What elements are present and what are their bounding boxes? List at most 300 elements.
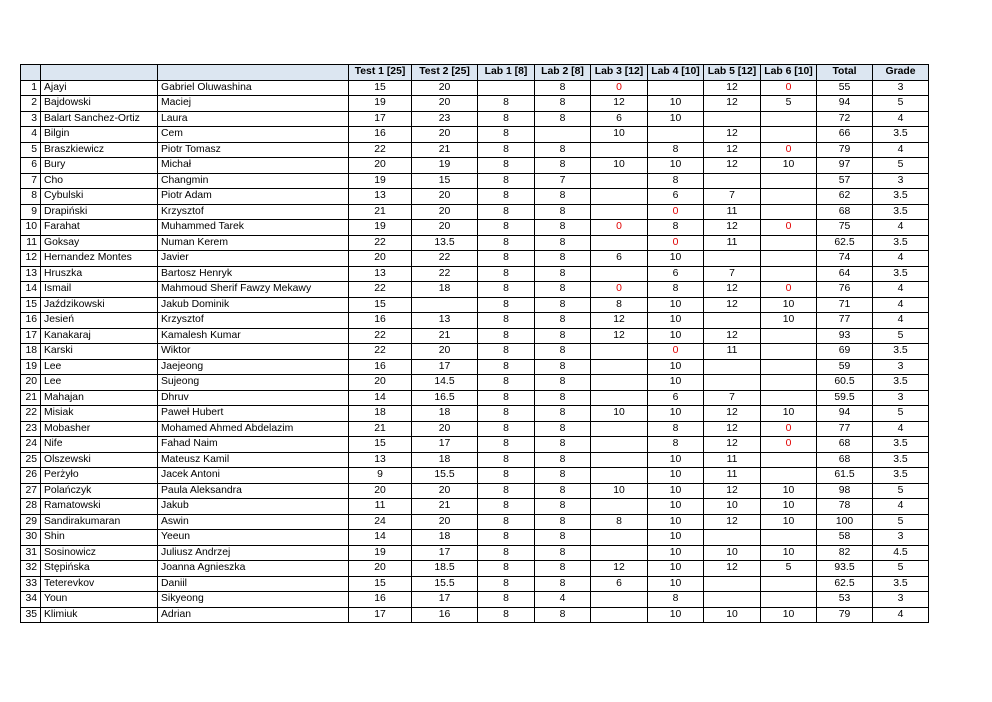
cell-lab5: 11 bbox=[704, 344, 761, 360]
cell-grade: 4 bbox=[873, 313, 929, 329]
cell-lab2: 8 bbox=[535, 297, 591, 313]
cell-first-name: Joanna Agnieszka bbox=[158, 561, 349, 577]
cell-first-name: Gabriel Oluwashina bbox=[158, 80, 349, 96]
cell-lab5 bbox=[704, 530, 761, 546]
cell-row-number: 26 bbox=[21, 468, 41, 484]
cell-lab3 bbox=[591, 344, 648, 360]
cell-lab2: 8 bbox=[535, 390, 591, 406]
cell-lab5: 11 bbox=[704, 204, 761, 220]
cell-lab1: 8 bbox=[478, 158, 535, 174]
header-lab6: Lab 6 [10] bbox=[761, 65, 817, 81]
cell-lab3 bbox=[591, 142, 648, 158]
cell-test2: 20 bbox=[412, 204, 478, 220]
cell-lab4: 10 bbox=[648, 545, 704, 561]
cell-grade: 3.5 bbox=[873, 375, 929, 391]
cell-test1: 20 bbox=[349, 251, 412, 267]
cell-total: 77 bbox=[817, 313, 873, 329]
cell-test1: 15 bbox=[349, 297, 412, 313]
cell-lab3: 0 bbox=[591, 220, 648, 236]
cell-lab4: 10 bbox=[648, 483, 704, 499]
cell-test2: 18 bbox=[412, 406, 478, 422]
cell-first-name: Daniil bbox=[158, 576, 349, 592]
cell-lab4: 6 bbox=[648, 189, 704, 205]
cell-lab2: 8 bbox=[535, 359, 591, 375]
cell-test1: 11 bbox=[349, 499, 412, 515]
cell-test1: 16 bbox=[349, 592, 412, 608]
cell-first-name: Laura bbox=[158, 111, 349, 127]
cell-test2: 20 bbox=[412, 483, 478, 499]
cell-row-number: 5 bbox=[21, 142, 41, 158]
cell-row-number: 7 bbox=[21, 173, 41, 189]
cell-first-name: Sikyeong bbox=[158, 592, 349, 608]
cell-lab6: 10 bbox=[761, 499, 817, 515]
cell-test1: 9 bbox=[349, 468, 412, 484]
cell-lab5: 12 bbox=[704, 127, 761, 143]
table-row bbox=[21, 359, 929, 375]
cell-lab4: 8 bbox=[648, 142, 704, 158]
cell-surname: Bilgin bbox=[41, 127, 158, 143]
cell-lab4: 10 bbox=[648, 158, 704, 174]
cell-total: 62 bbox=[817, 189, 873, 205]
cell-test2: 18 bbox=[412, 452, 478, 468]
cell-test1: 20 bbox=[349, 561, 412, 577]
cell-grade: 3.5 bbox=[873, 266, 929, 282]
cell-row-number: 3 bbox=[21, 111, 41, 127]
cell-lab6 bbox=[761, 576, 817, 592]
cell-lab2: 8 bbox=[535, 204, 591, 220]
cell-total: 68 bbox=[817, 204, 873, 220]
table-row bbox=[21, 282, 929, 298]
cell-total: 71 bbox=[817, 297, 873, 313]
header-test2: Test 2 [25] bbox=[412, 65, 478, 81]
cell-test2: 20 bbox=[412, 189, 478, 205]
cell-lab4: 10 bbox=[648, 359, 704, 375]
cell-first-name: Juliusz Andrzej bbox=[158, 545, 349, 561]
cell-first-name: Maciej bbox=[158, 96, 349, 112]
cell-lab6 bbox=[761, 127, 817, 143]
cell-row-number: 28 bbox=[21, 499, 41, 515]
cell-lab5: 12 bbox=[704, 483, 761, 499]
cell-lab6: 10 bbox=[761, 158, 817, 174]
cell-lab3: 6 bbox=[591, 576, 648, 592]
cell-grade: 3 bbox=[873, 592, 929, 608]
cell-lab3 bbox=[591, 189, 648, 205]
cell-test2: 17 bbox=[412, 592, 478, 608]
cell-lab3: 8 bbox=[591, 297, 648, 313]
cell-lab1: 8 bbox=[478, 359, 535, 375]
cell-surname: Farahat bbox=[41, 220, 158, 236]
cell-test2: 20 bbox=[412, 96, 478, 112]
cell-lab4 bbox=[648, 80, 704, 96]
cell-surname: Youn bbox=[41, 592, 158, 608]
cell-test1: 13 bbox=[349, 189, 412, 205]
table-row bbox=[21, 251, 929, 267]
cell-lab1: 8 bbox=[478, 127, 535, 143]
cell-lab4: 10 bbox=[648, 607, 704, 623]
cell-test2: 13 bbox=[412, 313, 478, 329]
cell-grade: 3 bbox=[873, 173, 929, 189]
cell-first-name: Kamalesh Kumar bbox=[158, 328, 349, 344]
cell-surname: Jesień bbox=[41, 313, 158, 329]
table-row bbox=[21, 406, 929, 422]
cell-lab3: 12 bbox=[591, 328, 648, 344]
cell-lab3 bbox=[591, 204, 648, 220]
cell-lab2: 8 bbox=[535, 421, 591, 437]
cell-first-name: Paweł Hubert bbox=[158, 406, 349, 422]
cell-row-number: 17 bbox=[21, 328, 41, 344]
cell-lab2: 8 bbox=[535, 158, 591, 174]
cell-row-number: 18 bbox=[21, 344, 41, 360]
cell-lab2: 8 bbox=[535, 328, 591, 344]
cell-lab6 bbox=[761, 452, 817, 468]
table-row bbox=[21, 452, 929, 468]
header-lab3: Lab 3 [12] bbox=[591, 65, 648, 81]
cell-surname: Klimiuk bbox=[41, 607, 158, 623]
cell-lab4: 10 bbox=[648, 375, 704, 391]
cell-total: 60.5 bbox=[817, 375, 873, 391]
header-lab4: Lab 4 [10] bbox=[648, 65, 704, 81]
cell-total: 76 bbox=[817, 282, 873, 298]
cell-grade: 3.5 bbox=[873, 344, 929, 360]
cell-first-name: Piotr Tomasz bbox=[158, 142, 349, 158]
table-row bbox=[21, 328, 929, 344]
cell-lab1: 8 bbox=[478, 204, 535, 220]
cell-lab1: 8 bbox=[478, 375, 535, 391]
cell-total: 69 bbox=[817, 344, 873, 360]
cell-lab3 bbox=[591, 359, 648, 375]
cell-surname: Hernandez Montes bbox=[41, 251, 158, 267]
cell-grade: 3 bbox=[873, 530, 929, 546]
header-first-name bbox=[158, 65, 349, 81]
header-lab1: Lab 1 [8] bbox=[478, 65, 535, 81]
cell-lab2: 8 bbox=[535, 468, 591, 484]
table-row bbox=[21, 173, 929, 189]
cell-surname: Bajdowski bbox=[41, 96, 158, 112]
cell-lab3: 10 bbox=[591, 158, 648, 174]
cell-lab6 bbox=[761, 111, 817, 127]
cell-lab6: 10 bbox=[761, 607, 817, 623]
cell-lab5: 12 bbox=[704, 297, 761, 313]
cell-lab5: 11 bbox=[704, 452, 761, 468]
cell-lab1: 8 bbox=[478, 173, 535, 189]
cell-row-number: 20 bbox=[21, 375, 41, 391]
cell-lab2: 8 bbox=[535, 235, 591, 251]
cell-surname: Sandirakumaran bbox=[41, 514, 158, 530]
cell-test1: 22 bbox=[349, 328, 412, 344]
table-row bbox=[21, 592, 929, 608]
cell-total: 62.5 bbox=[817, 576, 873, 592]
cell-lab5: 10 bbox=[704, 607, 761, 623]
cell-lab2: 8 bbox=[535, 313, 591, 329]
cell-test2: 17 bbox=[412, 545, 478, 561]
cell-lab5: 7 bbox=[704, 189, 761, 205]
cell-test2: 21 bbox=[412, 328, 478, 344]
cell-lab5 bbox=[704, 111, 761, 127]
cell-total: 94 bbox=[817, 96, 873, 112]
cell-lab6 bbox=[761, 592, 817, 608]
cell-test1: 19 bbox=[349, 545, 412, 561]
cell-grade: 5 bbox=[873, 328, 929, 344]
cell-test1: 16 bbox=[349, 359, 412, 375]
cell-row-number: 25 bbox=[21, 452, 41, 468]
cell-test2: 18.5 bbox=[412, 561, 478, 577]
cell-lab1: 8 bbox=[478, 96, 535, 112]
cell-grade: 5 bbox=[873, 483, 929, 499]
cell-test2: 20 bbox=[412, 220, 478, 236]
cell-lab3 bbox=[591, 421, 648, 437]
cell-lab5: 12 bbox=[704, 282, 761, 298]
cell-lab6: 10 bbox=[761, 313, 817, 329]
cell-row-number: 8 bbox=[21, 189, 41, 205]
cell-lab6: 0 bbox=[761, 220, 817, 236]
cell-lab3 bbox=[591, 390, 648, 406]
cell-lab6 bbox=[761, 204, 817, 220]
cell-lab5: 12 bbox=[704, 96, 761, 112]
cell-row-number: 30 bbox=[21, 530, 41, 546]
table-row bbox=[21, 514, 929, 530]
cell-lab5 bbox=[704, 173, 761, 189]
cell-total: 74 bbox=[817, 251, 873, 267]
cell-surname: Goksay bbox=[41, 235, 158, 251]
cell-test1: 13 bbox=[349, 266, 412, 282]
cell-lab6 bbox=[761, 530, 817, 546]
cell-lab1: 8 bbox=[478, 313, 535, 329]
cell-test1: 14 bbox=[349, 530, 412, 546]
cell-lab6: 5 bbox=[761, 96, 817, 112]
cell-grade: 5 bbox=[873, 406, 929, 422]
cell-grade: 4 bbox=[873, 282, 929, 298]
cell-lab3 bbox=[591, 235, 648, 251]
cell-lab2: 8 bbox=[535, 530, 591, 546]
cell-total: 94 bbox=[817, 406, 873, 422]
cell-test1: 14 bbox=[349, 390, 412, 406]
cell-test1: 19 bbox=[349, 173, 412, 189]
cell-first-name: Sujeong bbox=[158, 375, 349, 391]
cell-test1: 20 bbox=[349, 158, 412, 174]
cell-lab1: 8 bbox=[478, 251, 535, 267]
header-row-number bbox=[21, 65, 41, 81]
cell-test1: 24 bbox=[349, 514, 412, 530]
cell-lab5: 12 bbox=[704, 158, 761, 174]
cell-grade: 4 bbox=[873, 297, 929, 313]
cell-grade: 5 bbox=[873, 96, 929, 112]
cell-grade: 3 bbox=[873, 390, 929, 406]
cell-lab2: 8 bbox=[535, 111, 591, 127]
cell-row-number: 33 bbox=[21, 576, 41, 592]
cell-test1: 22 bbox=[349, 142, 412, 158]
cell-lab1: 8 bbox=[478, 111, 535, 127]
cell-lab4: 0 bbox=[648, 235, 704, 251]
cell-lab4: 8 bbox=[648, 282, 704, 298]
cell-surname: Jaździkowski bbox=[41, 297, 158, 313]
cell-lab1: 8 bbox=[478, 142, 535, 158]
cell-total: 62.5 bbox=[817, 235, 873, 251]
cell-surname: Perżyło bbox=[41, 468, 158, 484]
cell-row-number: 12 bbox=[21, 251, 41, 267]
cell-first-name: Jakub Dominik bbox=[158, 297, 349, 313]
cell-first-name: Mateusz Kamil bbox=[158, 452, 349, 468]
cell-lab1: 8 bbox=[478, 437, 535, 453]
table-row bbox=[21, 530, 929, 546]
cell-first-name: Michał bbox=[158, 158, 349, 174]
cell-lab6: 10 bbox=[761, 514, 817, 530]
cell-grade: 5 bbox=[873, 514, 929, 530]
cell-surname: Lee bbox=[41, 375, 158, 391]
cell-lab4: 6 bbox=[648, 266, 704, 282]
cell-total: 59 bbox=[817, 359, 873, 375]
cell-lab3 bbox=[591, 468, 648, 484]
cell-grade: 4.5 bbox=[873, 545, 929, 561]
cell-lab1: 8 bbox=[478, 576, 535, 592]
cell-lab3: 8 bbox=[591, 514, 648, 530]
cell-first-name: Jaejeong bbox=[158, 359, 349, 375]
cell-test1: 17 bbox=[349, 111, 412, 127]
table-row bbox=[21, 421, 929, 437]
cell-row-number: 6 bbox=[21, 158, 41, 174]
cell-lab4: 10 bbox=[648, 499, 704, 515]
cell-lab4: 10 bbox=[648, 561, 704, 577]
cell-lab4: 10 bbox=[648, 297, 704, 313]
table-row bbox=[21, 297, 929, 313]
cell-surname: Teterevkov bbox=[41, 576, 158, 592]
cell-lab3: 10 bbox=[591, 127, 648, 143]
cell-first-name: Changmin bbox=[158, 173, 349, 189]
grades-table bbox=[20, 64, 929, 623]
cell-lab6 bbox=[761, 375, 817, 391]
table-row bbox=[21, 607, 929, 623]
cell-test2: 22 bbox=[412, 266, 478, 282]
cell-row-number: 27 bbox=[21, 483, 41, 499]
cell-grade: 4 bbox=[873, 421, 929, 437]
cell-total: 93.5 bbox=[817, 561, 873, 577]
cell-test2: 17 bbox=[412, 359, 478, 375]
cell-first-name: Javier bbox=[158, 251, 349, 267]
cell-first-name: Dhruv bbox=[158, 390, 349, 406]
cell-lab2: 8 bbox=[535, 483, 591, 499]
cell-grade: 3.5 bbox=[873, 127, 929, 143]
cell-total: 82 bbox=[817, 545, 873, 561]
cell-lab4: 10 bbox=[648, 576, 704, 592]
cell-surname: Cybulski bbox=[41, 189, 158, 205]
cell-test1: 16 bbox=[349, 313, 412, 329]
cell-total: 64 bbox=[817, 266, 873, 282]
cell-lab3: 12 bbox=[591, 96, 648, 112]
cell-lab4: 6 bbox=[648, 390, 704, 406]
cell-test2: 20 bbox=[412, 80, 478, 96]
cell-grade: 5 bbox=[873, 158, 929, 174]
cell-lab3: 12 bbox=[591, 561, 648, 577]
cell-lab6 bbox=[761, 390, 817, 406]
cell-surname: Nife bbox=[41, 437, 158, 453]
cell-grade: 3.5 bbox=[873, 468, 929, 484]
cell-lab1: 8 bbox=[478, 592, 535, 608]
cell-surname: Polańczyk bbox=[41, 483, 158, 499]
cell-row-number: 4 bbox=[21, 127, 41, 143]
cell-row-number: 15 bbox=[21, 297, 41, 313]
cell-lab1: 8 bbox=[478, 483, 535, 499]
cell-lab6 bbox=[761, 189, 817, 205]
cell-grade: 5 bbox=[873, 561, 929, 577]
cell-lab3 bbox=[591, 437, 648, 453]
cell-lab6: 10 bbox=[761, 406, 817, 422]
cell-total: 58 bbox=[817, 530, 873, 546]
table-row bbox=[21, 313, 929, 329]
header-surname bbox=[41, 65, 158, 81]
table-row bbox=[21, 220, 929, 236]
cell-lab3: 10 bbox=[591, 406, 648, 422]
cell-lab2: 8 bbox=[535, 220, 591, 236]
cell-lab5: 12 bbox=[704, 437, 761, 453]
cell-row-number: 11 bbox=[21, 235, 41, 251]
cell-lab4 bbox=[648, 127, 704, 143]
cell-first-name: Numan Kerem bbox=[158, 235, 349, 251]
header-total: Total bbox=[817, 65, 873, 81]
cell-grade: 4 bbox=[873, 111, 929, 127]
cell-first-name: Piotr Adam bbox=[158, 189, 349, 205]
table-row bbox=[21, 142, 929, 158]
cell-lab4: 10 bbox=[648, 468, 704, 484]
cell-row-number: 31 bbox=[21, 545, 41, 561]
cell-test2: 13.5 bbox=[412, 235, 478, 251]
cell-lab5: 10 bbox=[704, 499, 761, 515]
table-row bbox=[21, 499, 929, 515]
cell-total: 78 bbox=[817, 499, 873, 515]
cell-lab4: 10 bbox=[648, 313, 704, 329]
cell-lab4: 8 bbox=[648, 173, 704, 189]
cell-test1: 22 bbox=[349, 282, 412, 298]
cell-test2: 20 bbox=[412, 514, 478, 530]
cell-total: 93 bbox=[817, 328, 873, 344]
cell-lab6: 5 bbox=[761, 561, 817, 577]
cell-lab2: 8 bbox=[535, 344, 591, 360]
cell-surname: Misiak bbox=[41, 406, 158, 422]
cell-lab5: 12 bbox=[704, 328, 761, 344]
cell-row-number: 29 bbox=[21, 514, 41, 530]
cell-lab6: 10 bbox=[761, 483, 817, 499]
cell-surname: Ramatowski bbox=[41, 499, 158, 515]
cell-lab2 bbox=[535, 127, 591, 143]
cell-lab2: 8 bbox=[535, 375, 591, 391]
cell-row-number: 23 bbox=[21, 421, 41, 437]
cell-grade: 3.5 bbox=[873, 576, 929, 592]
cell-first-name: Krzysztof bbox=[158, 204, 349, 220]
cell-lab1: 8 bbox=[478, 344, 535, 360]
cell-grade: 4 bbox=[873, 142, 929, 158]
cell-grade: 3.5 bbox=[873, 452, 929, 468]
cell-lab3: 0 bbox=[591, 80, 648, 96]
cell-test1: 19 bbox=[349, 96, 412, 112]
cell-lab1: 8 bbox=[478, 328, 535, 344]
cell-lab6: 10 bbox=[761, 297, 817, 313]
cell-lab6 bbox=[761, 328, 817, 344]
cell-total: 75 bbox=[817, 220, 873, 236]
header-test1: Test 1 [25] bbox=[349, 65, 412, 81]
table-row bbox=[21, 189, 929, 205]
cell-lab5: 12 bbox=[704, 514, 761, 530]
cell-lab4: 8 bbox=[648, 220, 704, 236]
cell-lab6 bbox=[761, 266, 817, 282]
cell-first-name: Bartosz Henryk bbox=[158, 266, 349, 282]
cell-test1: 16 bbox=[349, 127, 412, 143]
cell-first-name: Mahmoud Sherif Fawzy Mekawy bbox=[158, 282, 349, 298]
cell-lab2: 8 bbox=[535, 251, 591, 267]
cell-lab6: 10 bbox=[761, 545, 817, 561]
cell-test2: 20 bbox=[412, 344, 478, 360]
cell-lab5 bbox=[704, 375, 761, 391]
cell-test2: 18 bbox=[412, 282, 478, 298]
cell-row-number: 35 bbox=[21, 607, 41, 623]
cell-surname: Lee bbox=[41, 359, 158, 375]
